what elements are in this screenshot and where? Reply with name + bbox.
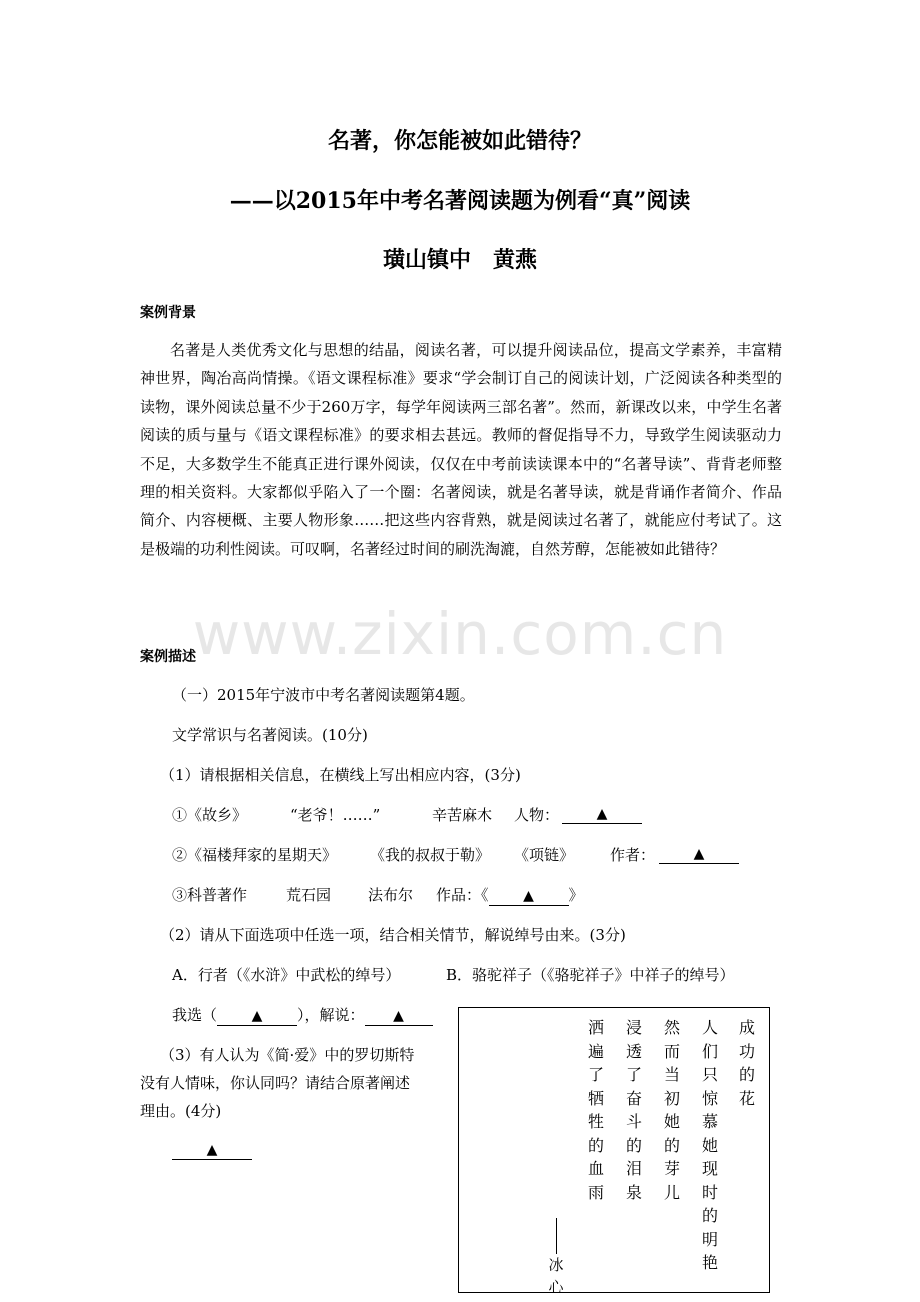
q1-row1-a: ①《故乡》 [172,806,248,824]
answer-blank-3[interactable] [489,887,569,906]
poem-line-1: 成功的花 [738,1018,755,1108]
q2-option-a: A．行者（《水浒》中武松的绰号） [172,966,401,984]
q1-row3-suffix: 》 [568,886,584,904]
q1-row2-b: 《我的叔叔于勒》 [370,846,491,864]
poem-author: 冰心 [548,1256,564,1296]
q1-row1-c: 辛苦麻木 [432,806,493,824]
q1-row3-label-text: 作品：《 [436,886,489,904]
item-one-heading: （一）2015年宁波市中考名著阅读题第4题。 [172,686,475,704]
background-paragraph: 名著是人类优秀文化与思想的结晶，阅读名著，可以提升阅读品位，提高文学素养，丰富精神世界，陶冶高尚情操。《语文课程标准》要求“学会制订自己的阅读计划，广泛阅读各种类型的读物，课外阅读总量不少于260万字，每学年阅读两三部名著”。然而，新课改以来，中学生名著阅读的质与量与《语文课程标准》的要求相去甚远。教师的督促指导不力，导致学生阅读驱动力不足，大多数学生不能真正进行课外阅读，仅仅在中考前读读课本中的“名著导读”、背背老师整理的相关资料。大家都似乎陷入了一个圈：名著阅读，就是名著导读，就是背诵作者简介、作品简介、内容梗概、主要人物形象……把这些内容背熟，就是阅读过名著了，就能应付考试了。这是极端的功利性阅读。可叹啊，名著经过时间的刷洗淘漉，自然芳醇，怎能被如此错待？ [140,341,782,558]
q1-row3-a: ③科普著作 [172,886,248,904]
question-intro: 文学常识与名著阅读。(10分) [172,726,368,744]
answer-blank-1[interactable] [562,804,642,824]
poem-line-5: 洒遍了牺牲的血雨 [587,1018,604,1202]
q1-row1-label: 人物： [514,806,560,824]
triangle-marker-icon: ▲ [693,846,705,862]
triangle-marker-icon: ▲ [206,1142,218,1158]
document-title: 名著，你怎能被如此错待？ [327,128,592,154]
q1-row2-label: 作者： [610,846,656,864]
q2-answer-line [172,1004,433,1026]
poem-box [458,1007,770,1296]
question-1: （1）请根据相关信息，在横线上写出相应内容，(3分) [160,766,521,784]
question-2: （2）请从下面选项中任选一项，结合相关情节，解说绰号由来。(3分) [160,926,626,944]
q1-row2-c: 《项链》 [514,846,575,864]
triangle-marker-icon: ▲ [393,1008,404,1024]
answer-blank-explain[interactable] [365,1007,433,1026]
q2-answer-middle: ），解说： [297,1006,365,1024]
section-heading-description: 案例描述 [140,649,196,665]
q1-row3-b: 荒石园 [286,886,332,904]
watermark: www.zixin.com.cn [192,600,728,668]
q2-option-b: B．骆驼祥子（《骆驼祥子》中祥子的绰号） [446,966,735,984]
author-dash [556,1218,557,1254]
question-3-line-3: 理由。(4分) [140,1102,222,1120]
section-heading-background: 案例背景 [140,305,196,321]
question-3-line-1: （3）有人认为《简·爱》中的罗切斯特 [160,1046,415,1064]
triangle-marker-icon: ▲ [251,1008,263,1024]
answer-blank-q3[interactable] [172,1140,252,1160]
poem-line-3: 然而当初她的芽儿 [663,1018,680,1202]
triangle-marker-icon: ▲ [596,806,608,822]
q1-row3-c: 法布尔 [368,886,414,904]
document-subtitle: ——以2015年中考名著阅读题为例看“真”阅读 [229,188,691,214]
poem-line-4: 浸透了奋斗的泪泉 [625,1018,642,1202]
q1-row2-a: ②《福楼拜家的星期天》 [172,846,338,864]
document-author: 璜山镇中 黄燕 [382,247,537,273]
question-3-line-2: 没有人情味，你认同吗？请结合原著阐述 [140,1074,411,1092]
triangle-marker-icon: ▲ [523,888,534,904]
q1-row3-label [436,884,584,906]
answer-blank-2[interactable] [659,844,739,864]
q1-row1-b: “老爷！……” [290,806,381,824]
poem-line-2: 人们只惊慕她现时的明艳 [701,1018,718,1272]
answer-blank-choice[interactable] [217,1007,297,1026]
q2-answer-prefix: 我选（ [172,1006,218,1024]
